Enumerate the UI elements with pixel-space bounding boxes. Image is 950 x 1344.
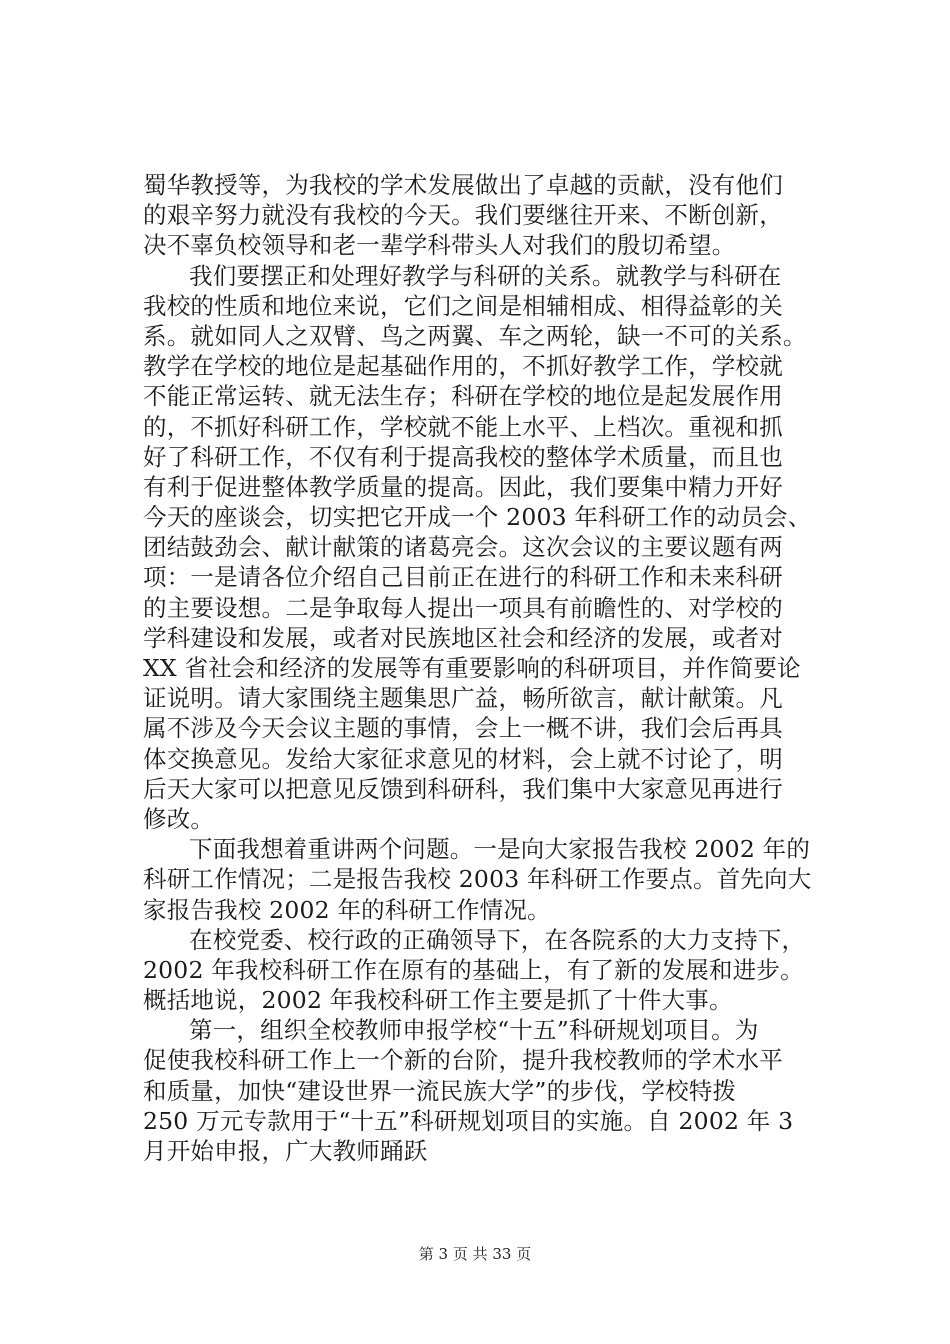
- text-line: 家报告我校 2002 年的科研工作情况。: [143, 895, 551, 924]
- paragraph-1: [143, 170, 843, 261]
- text-line: 系。就如同人之双臂、鸟之两翼、车之两轮，缺一不可的关系。: [143, 321, 807, 350]
- text-line: 属不涉及今天会议主题的事情，会上一概不讲，我们会后再具: [143, 714, 783, 743]
- text-line: 好了科研工作，不仅有利于提高我校的整体学术质量，而且也: [143, 442, 783, 471]
- text-line: 修改。: [143, 804, 215, 833]
- paragraph-4: [143, 925, 843, 1016]
- text-line: 促使我校科研工作上一个新的台阶，提升我校教师的学术水平: [143, 1046, 783, 1075]
- text-line: 下面我想着重讲两个问题。一是向大家报告我校 2002 年的: [189, 835, 811, 864]
- text-line: 有利于促进整体教学质量的提高。因此，我们要集中精力开好: [143, 472, 783, 501]
- text-line: 月开始申报，广大教师踊跃: [143, 1137, 428, 1165]
- text-line: 证说明。请大家围绕主题集思广益，畅所欲言，献计献策。凡: [143, 684, 783, 713]
- text-line: 我们要摆正和处理好教学与科研的关系。就教学与科研在: [189, 261, 782, 290]
- text-line: 第一，组织全校教师申报学校“十五”科研规划项目。为: [189, 1016, 759, 1045]
- text-line: 学科建设和发展，或者对民族地区社会和经济的发展，或者对: [143, 623, 783, 652]
- text-line: 决不辜负校领导和老一辈学科带头人对我们的殷切希望。: [143, 231, 736, 260]
- paragraph-5: [143, 1015, 843, 1166]
- text-line: 教学在学校的地位是起基础作用的，不抓好教学工作，学校就: [143, 352, 783, 381]
- text-line: 概括地说，2002 年我校科研工作主要是抓了十件大事。: [143, 986, 733, 1015]
- text-line: XX 省社会和经济的发展等有重要影响的科研项目，并作简要论: [143, 654, 801, 682]
- text-line: 的艰辛努力就没有我校的今天。我们要继往开来、不断创新，: [143, 201, 783, 230]
- text-line: 不能正常运转、就无法生存；科研在学校的地位是起发展作用: [143, 382, 783, 411]
- text-line: 体交换意见。发给大家征求意见的材料，会上就不讨论了，明: [143, 744, 783, 773]
- text-line: 和质量，加快“建设世界一流民族大学”的步伐，学校特拨: [143, 1076, 737, 1105]
- text-line: 在校党委、校行政的正确领导下，在各院系的大力支持下，: [189, 925, 806, 954]
- page-number-footer: 第 3 页 共 33 页: [418, 1245, 532, 1263]
- text-line: 250 万元专款用于“十五”科研规划项目的实施。自 2002 年 3: [143, 1106, 794, 1135]
- text-line: 2002 年我校科研工作在原有的基础上，有了新的发展和进步。: [143, 955, 804, 984]
- text-line: 的主要设想。二是争取每人提出一项具有前瞻性的、对学校的: [143, 593, 783, 622]
- text-line: 后天大家可以把意见反馈到科研科，我们集中大家意见再进行: [143, 774, 783, 803]
- text-line: 科研工作情况；二是报告我校 2003 年科研工作要点。首先向大: [143, 865, 812, 894]
- text-line: 我校的性质和地位来说，它们之间是相辅相成、相得益彰的关: [143, 291, 783, 320]
- text-line: 蜀华教授等，为我校的学术发展做出了卓越的贡献，没有他们: [143, 171, 783, 199]
- paragraph-3: [143, 834, 843, 925]
- text-line: 团结鼓劲会、献计献策的诸葛亮会。这次会议的主要议题有两: [143, 533, 783, 562]
- paragraph-2: [143, 261, 843, 835]
- text-line: 今天的座谈会，切实把它开成一个 2003 年科研工作的动员会、: [143, 503, 812, 532]
- document-body: [143, 170, 843, 1166]
- text-line: 的，不抓好科研工作，学校就不能上水平、上档次。重视和抓: [143, 412, 783, 441]
- text-line: 项：一是请各位介绍自己目前正在进行的科研工作和未来科研: [143, 563, 783, 592]
